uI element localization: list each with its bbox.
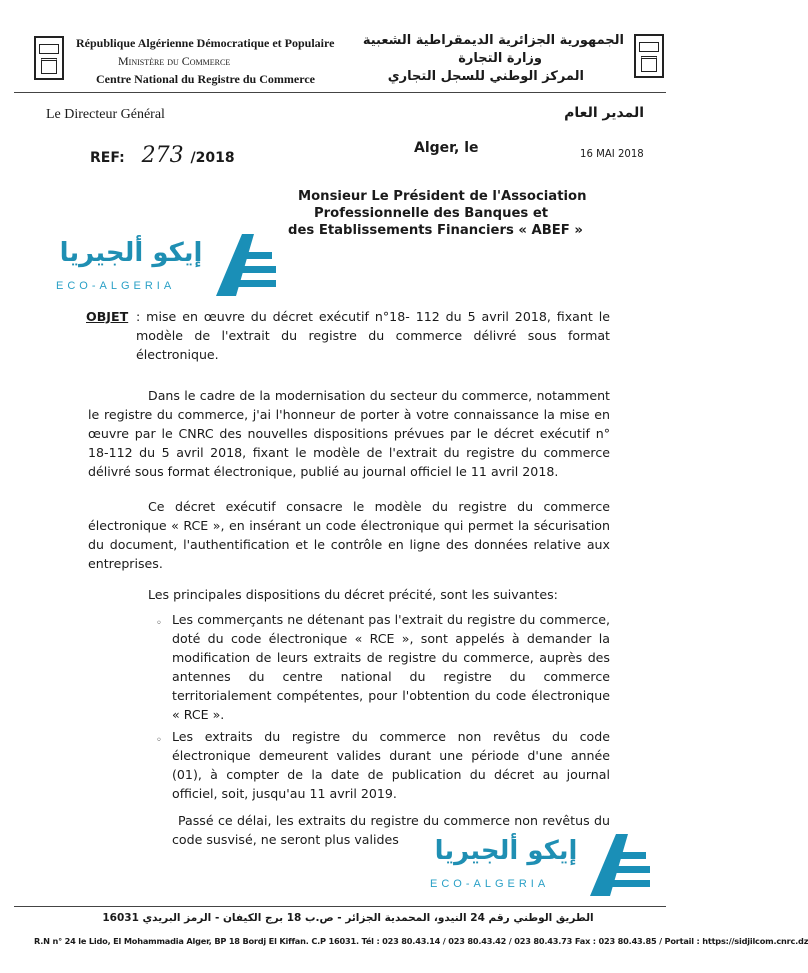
date-stamp: 16 MAI 2018 xyxy=(580,147,644,160)
director-ar: المدير العام xyxy=(564,105,644,121)
header-ar xyxy=(352,32,624,86)
addressee-line-1: Monsieur Le Président de l'Association xyxy=(298,189,587,204)
header-fr-line-1: République Algérienne Démocratique et Populaire xyxy=(76,36,335,50)
header-fr xyxy=(76,34,346,88)
left-emblem-icon xyxy=(34,36,64,80)
ref-label: REF: xyxy=(90,150,125,166)
ref-number: 273 xyxy=(141,143,184,168)
logo-footer-mark-icon xyxy=(588,832,654,898)
addressee-line-3: des Etablissements Financiers « ABEF » xyxy=(288,223,583,238)
place-label: Alger, le xyxy=(414,140,479,156)
logo-latin-text: ECO-ALGERIA xyxy=(56,280,176,292)
right-emblem-icon xyxy=(634,34,664,78)
footer-divider xyxy=(14,906,666,907)
eco-algeria-logo-footer xyxy=(426,832,656,898)
bullet-1-text: Les commerçants ne détenant pas l'extrait du registre du commerce, doté du code électronique « RCE », sont appelés à demander la modification de leurs extraits de registre du commerce, auprès des antennes du centre national du registre du commerce territorialement compétentes, pour l'obtention du code électronique « RCE ». xyxy=(172,612,610,722)
director-fr: Le Directeur Général xyxy=(46,107,165,122)
bullet-2-text: Les extraits du registre du commerce non revêtus du code électronique demeurent valides durant une période d'une année (01), à compter de la date de publication du décret au journal officiel, soit, jusqu'au 11 avril 2019. xyxy=(172,729,610,801)
object-label: OBJET xyxy=(86,309,129,324)
header-fr-line-3: Centre National du Registre du Commerce xyxy=(96,72,315,86)
header-divider xyxy=(14,92,666,93)
footer-fr: R.N n° 24 le Lido, El Mohammadia Alger, BP 18 Bordj El Kiffan. C.P 16031. Tél : 023 80.43.14 / 023 80.43.42 / 023 80.43.73 Fax : 023 80.43.85 / Portail : https://sidjilcom.cnrc.dz xyxy=(34,936,808,946)
eco-algeria-logo xyxy=(50,232,280,298)
paragraph-1: Dans le cadre de la modernisation du secteur du commerce, notamment le registre du commerce, j'ai l'honneur de porter à votre connaissance la mise en œuvre par le CNRC des nouvelles dispositions prévues par le décret exécutif n° 18-112 du 5 avril 2018, fixant le modèle de l'extrait du registre du commerce délivré sous format électronique, publié au journal officiel le 11 avril 2018. xyxy=(88,388,610,479)
header-fr-line-2: Ministère du Commerce xyxy=(118,54,231,68)
addressee xyxy=(288,188,586,239)
footer-ar: الطريق الوطني رقم 24 النيدو، المحمدية الجزائر - ص.ب 18 برج الكيفان - الرمز البريدي 16031 xyxy=(102,912,594,924)
header-ar-line-3: المركز الوطني للسجل التجاري xyxy=(387,69,584,84)
object-block xyxy=(86,307,610,364)
logo-arabic-text: إيكو ألجيريا xyxy=(59,238,203,268)
paragraph-2: Ce décret exécutif consacre le modèle du registre du commerce électronique « RCE », en insérant un code électronique qui permet la sécurisation du document, l'authentification et le contrôle en ligne des données relative aux entreprises. xyxy=(88,499,610,571)
bullet-2-icon: ◦ xyxy=(156,735,162,746)
bullet-1-icon: ◦ xyxy=(156,618,162,629)
object-text: : mise en œuvre du décret exécutif n°18- 112 du 5 avril 2018, fixant le modèle de l'extrait du registre du commerce délivré sous format électronique. xyxy=(136,309,610,362)
intro-text: Les principales dispositions du décret précité, sont les suivantes: xyxy=(148,587,558,602)
header-ar-line-2: وزارة التجارة xyxy=(458,51,542,66)
header-ar-line-1: الجمهورية الجزائرية الديمقراطية الشعبية xyxy=(362,33,624,48)
ref-line xyxy=(90,143,235,168)
logo-mark-icon xyxy=(214,232,280,298)
logo-footer-arabic-text: إيكو ألجيريا xyxy=(434,836,578,866)
closing-text: Passé ce délai, les extraits du registre du commerce non revêtus du code susvisé, ne seront plus valides xyxy=(172,813,610,847)
logo-footer-latin-text: ECO-ALGERIA xyxy=(430,878,550,890)
addressee-line-2: Professionnelle des Banques et xyxy=(314,206,549,221)
ref-year: /2018 xyxy=(190,150,235,166)
